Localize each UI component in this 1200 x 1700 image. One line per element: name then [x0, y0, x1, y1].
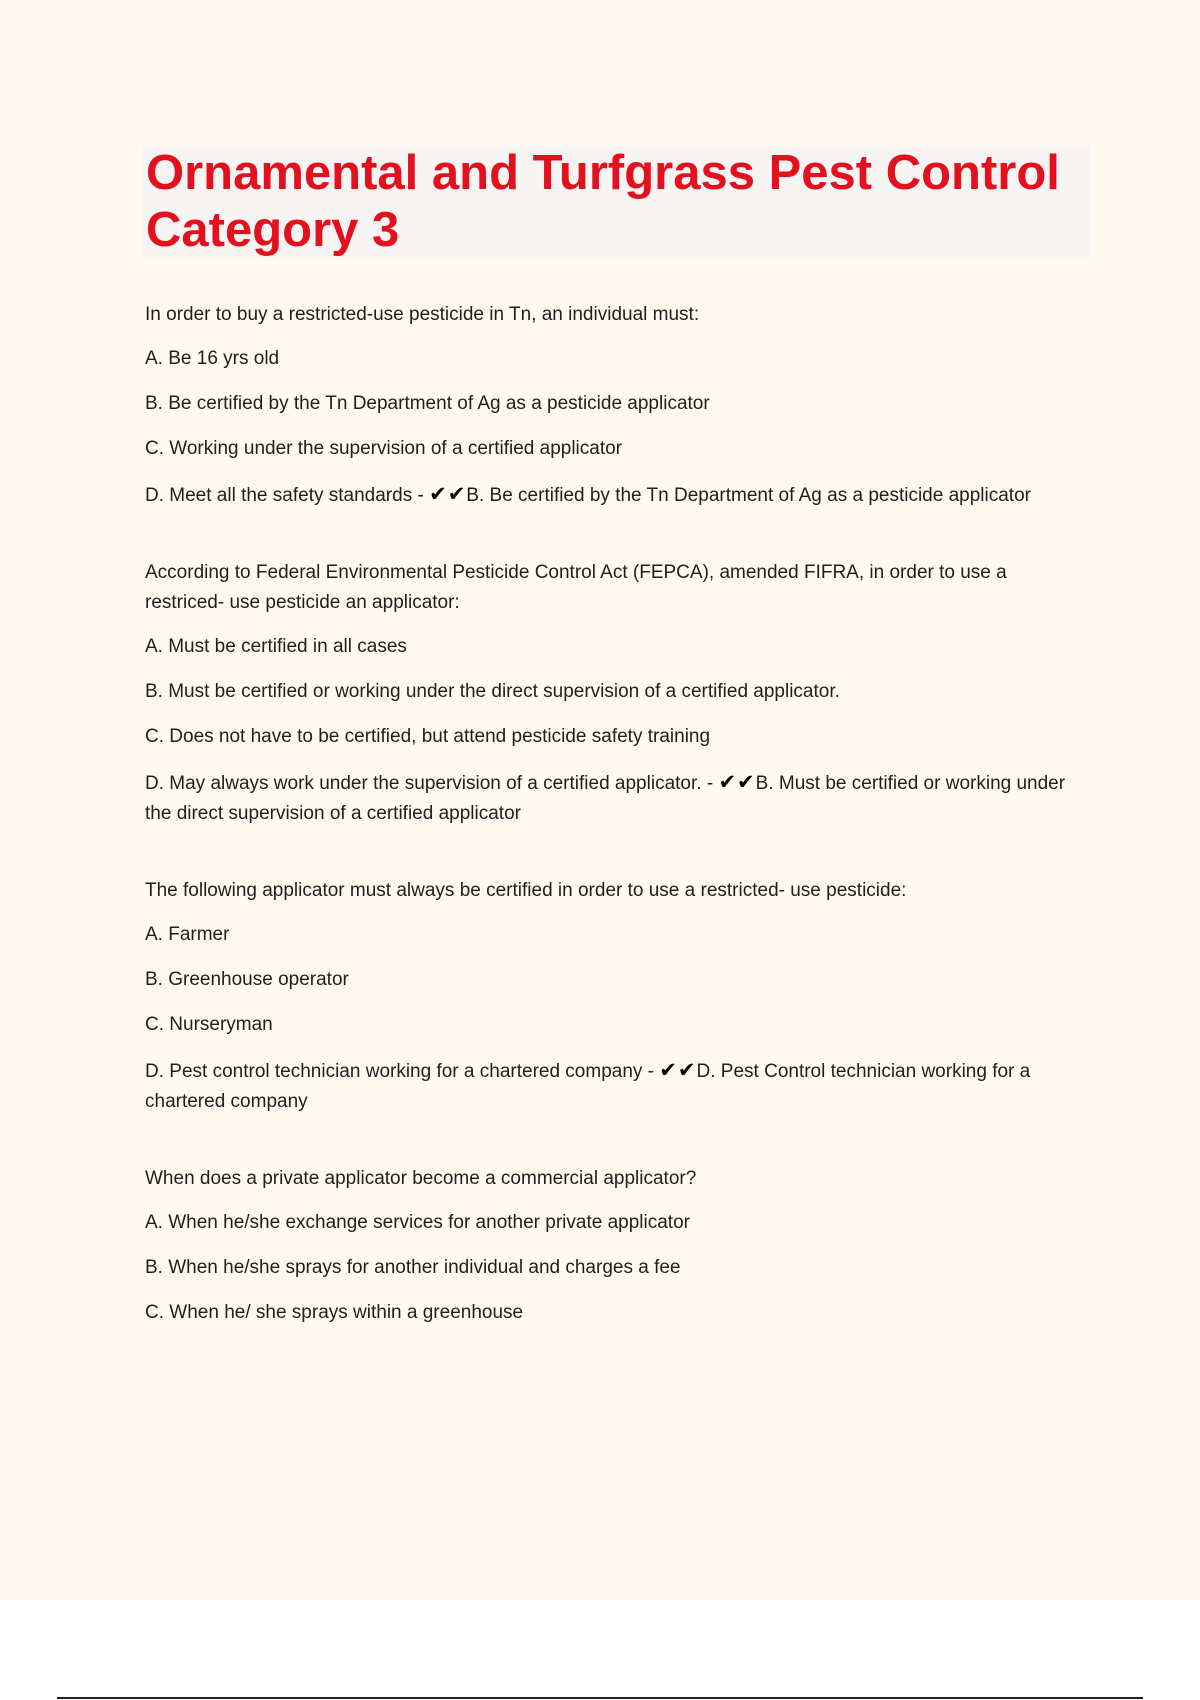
question-2: [145, 558, 1080, 829]
check-icon: ✔: [677, 1058, 697, 1082]
option-c: C. Nurseryman: [145, 1014, 273, 1035]
check-icon: ✔: [737, 770, 756, 794]
option-c: C. Working under the supervision of a certified applicator: [145, 438, 623, 459]
option-c: C. When he/ she sprays within a greenhouse: [145, 1302, 524, 1323]
answer-text: B. Must be certified or working under the direct supervision of a certified applicator: [145, 773, 1066, 824]
option-a: A. Must be certified in all cases: [145, 636, 407, 657]
option-d: D. May always work under the supervision of a certified applicator. -: [145, 773, 714, 794]
option-b: B. Be certified by the Tn Department of Ag as a pesticide applicator: [145, 393, 710, 414]
option-a: A. When he/she exchange services for another private applicator: [145, 1212, 690, 1233]
option-a: A. Be 16 yrs old: [145, 348, 280, 369]
check-icon: ✔: [429, 482, 448, 506]
option-b: B. Greenhouse operator: [145, 969, 349, 990]
question-stem: According to Federal Environmental Pesticide Control Act (FEPCA), amended FIFRA, in order to use a restriced- use pesticide an applicator:: [145, 562, 1007, 613]
option-d-with-answer: [145, 479, 1080, 511]
answer-text: B. Be certified by the Tn Department of Ag as a pesticide applicator: [466, 485, 1031, 506]
question-stem: The following applicator must always be certified in order to use a restricted- use pesticide:: [145, 880, 907, 901]
option-b: B. When he/she sprays for another individual and charges a fee: [145, 1257, 681, 1278]
question-stem: In order to buy a restricted-use pesticide in Tn, an individual must:: [145, 304, 700, 325]
option-d: D. Pest control technician working for a chartered company -: [145, 1061, 655, 1082]
option-b: B. Must be certified or working under the direct supervision of a certified applicator.: [145, 681, 840, 702]
option-d: D. Meet all the safety standards -: [145, 485, 424, 506]
question-1: [145, 300, 1080, 511]
option-d-with-answer: [145, 1055, 1080, 1117]
check-icon: ✔: [447, 482, 467, 506]
check-icon: ✔: [718, 770, 738, 794]
question-4: [145, 1164, 1080, 1328]
option-a: A. Farmer: [145, 924, 230, 945]
option-c: C. Does not have to be certified, but attend pesticide safety training: [145, 726, 711, 747]
question-3: [145, 876, 1080, 1117]
footer-divider: [57, 1697, 1143, 1699]
question-stem: When does a private applicator become a commercial applicator?: [145, 1168, 697, 1189]
answer-text: D. Pest Control technician working for a chartered company: [145, 1061, 1031, 1112]
check-icon: ✔: [659, 1058, 678, 1082]
question-list: [145, 300, 1080, 1375]
document-title: Ornamental and Turfgrass Pest Control Category 3: [146, 146, 1060, 257]
option-d-with-answer: [145, 767, 1080, 829]
